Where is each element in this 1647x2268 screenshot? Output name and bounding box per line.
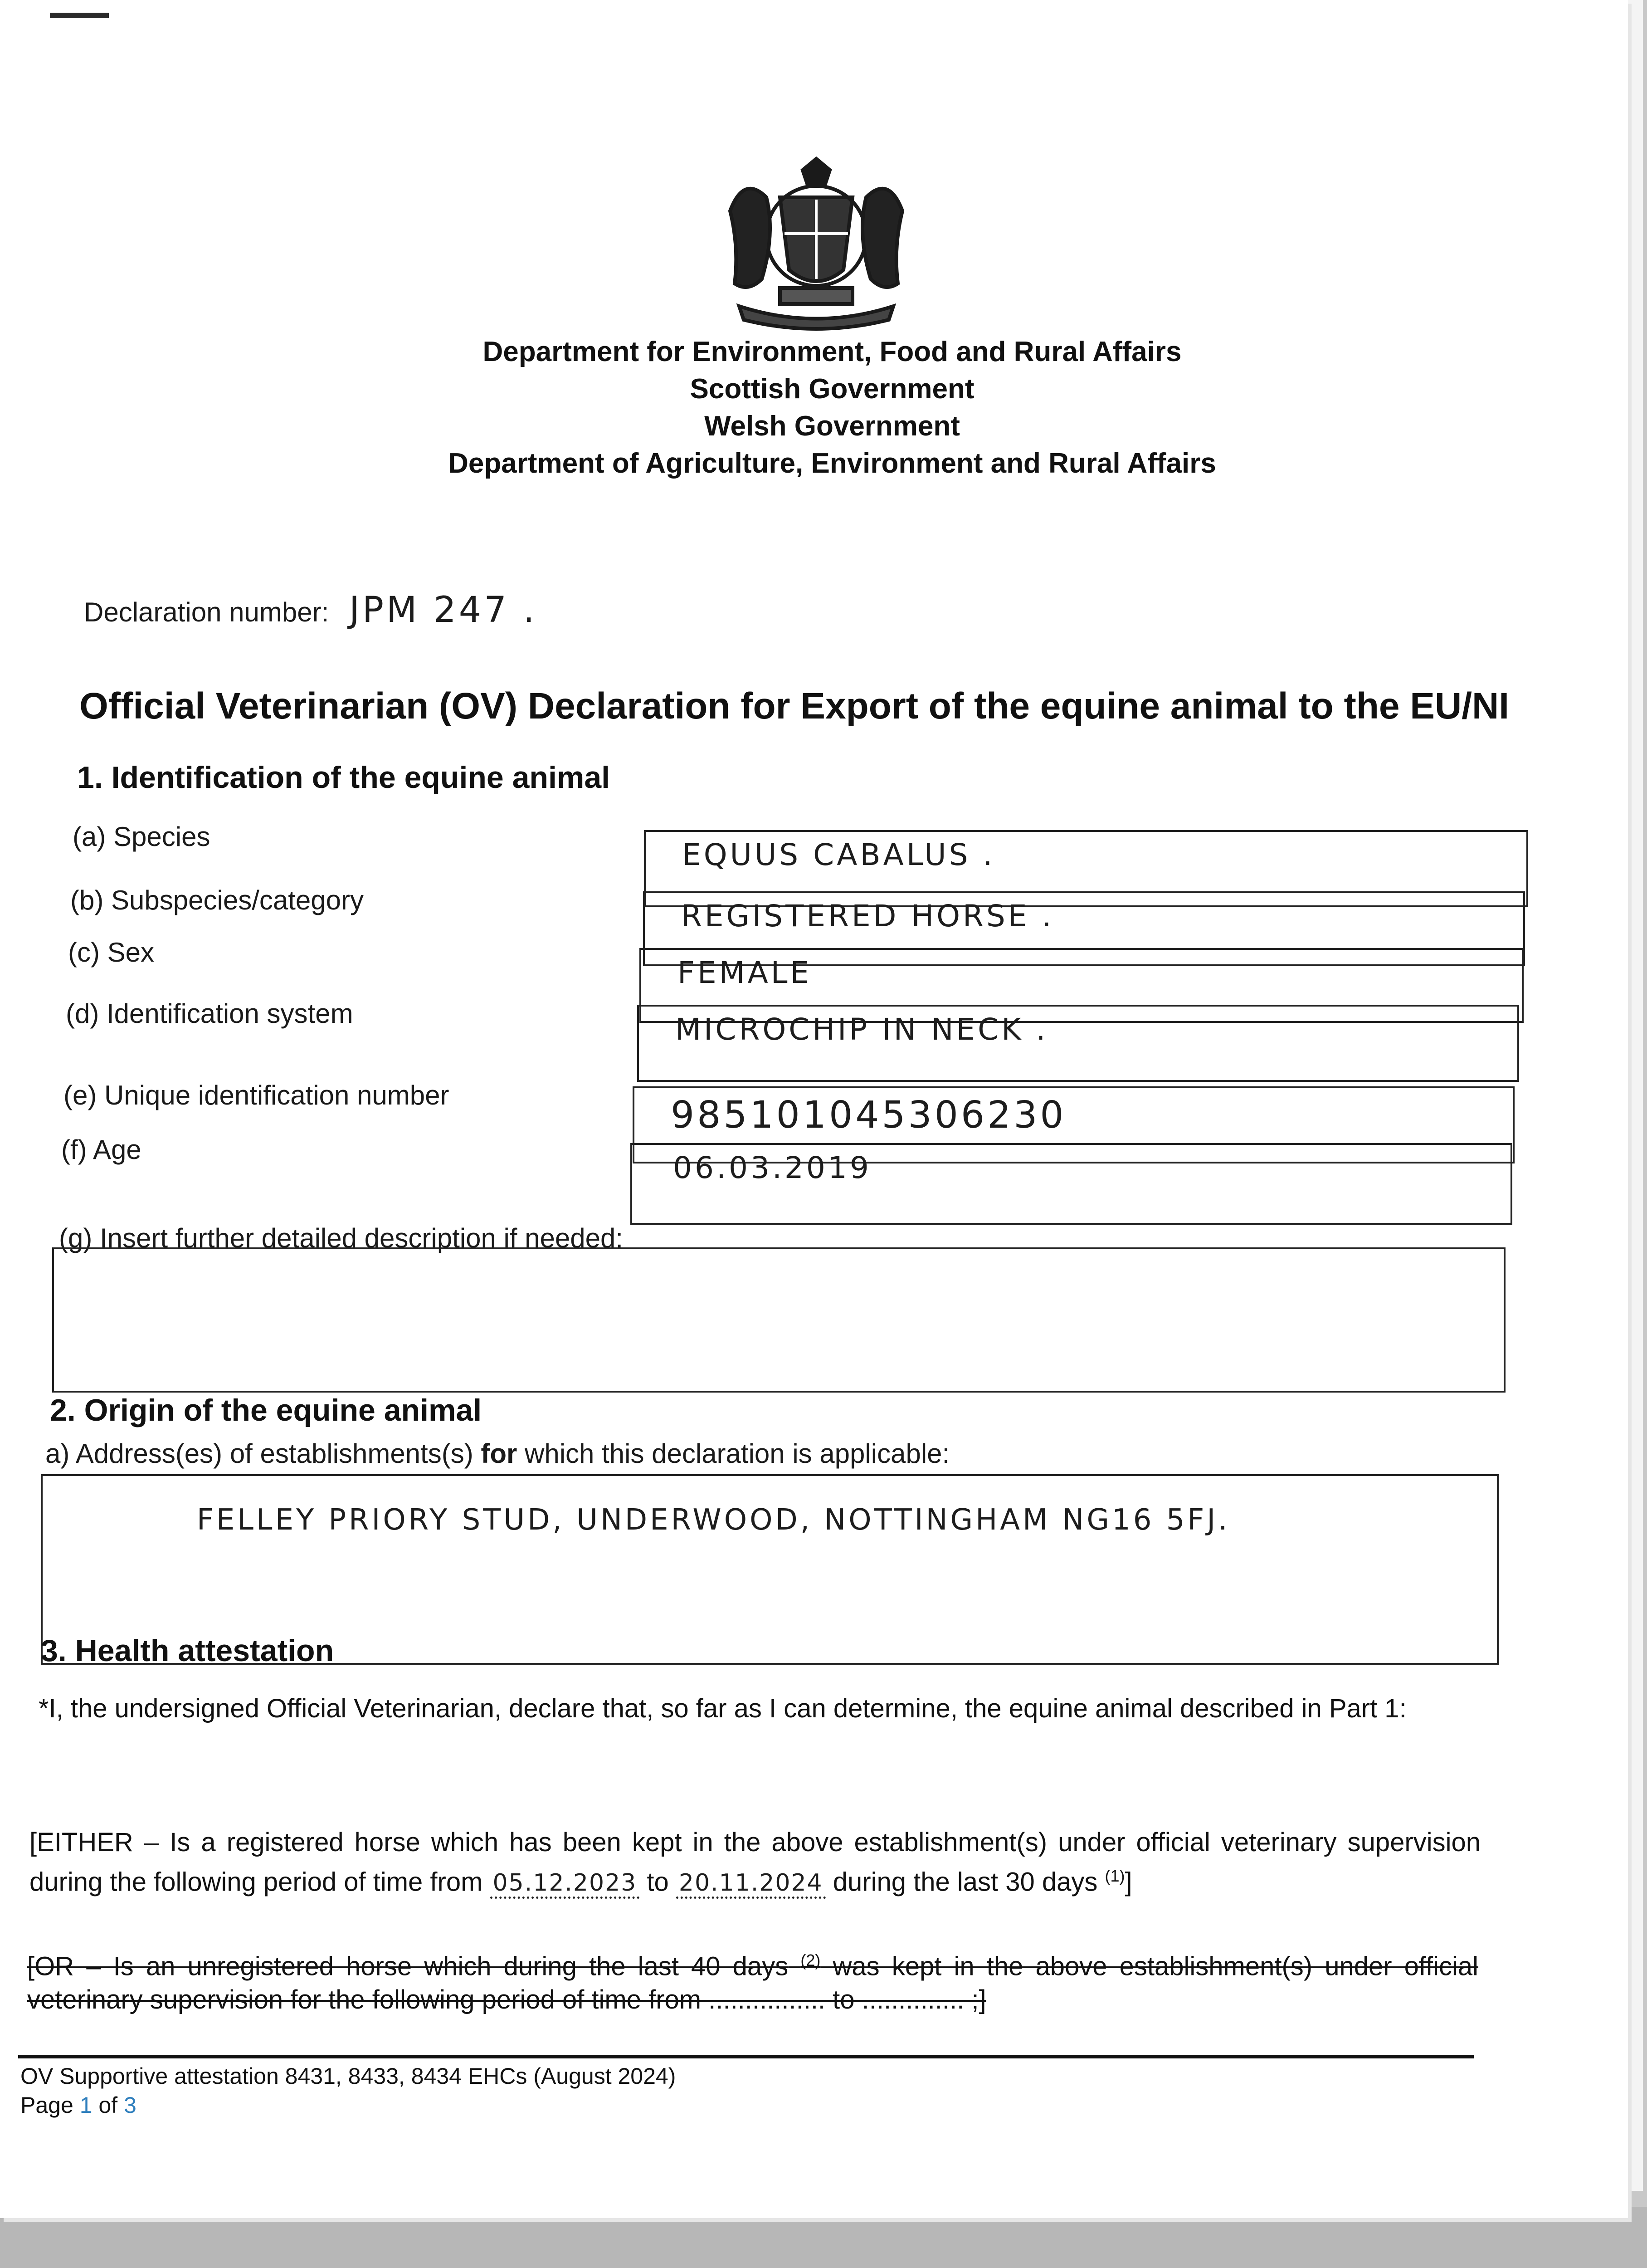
- either-text: [EITHER – Is a registered horse which has been kept in the above establishment(s) under official veterinary supervision during the following period of time from: [29, 1828, 1481, 1897]
- issuing-departments: [317, 333, 1347, 482]
- section-1-heading: 1. Identification of the equine animal: [77, 760, 610, 795]
- document-title: Official Veterinarian (OV) Declaration for Export of the equine animal to the EU/NI: [79, 685, 1509, 727]
- species-label: (a) Species: [73, 821, 210, 852]
- either-footnote-ref: (1): [1105, 1867, 1125, 1885]
- or-text: [OR – Is an unregistered horse which during the last 40 days: [27, 1951, 789, 1981]
- further-description-label: (g) Insert further detailed description if needed:: [59, 1223, 624, 1253]
- section-3-heading: 3. Health attestation: [41, 1633, 334, 1668]
- page-footer: [20, 2062, 676, 2120]
- age-field[interactable]: 06.03.2019: [630, 1143, 1512, 1225]
- royal-crest-icon: [712, 156, 921, 331]
- or-period-text: was kept in the above establishment(s) under official veterinary supervision for the following period of time from ................ to .............. ;]: [27, 1951, 1478, 2015]
- either-statement: [29, 1826, 1481, 1900]
- footer-rule: [18, 2055, 1474, 2058]
- section-2-heading: 2. Origin of the equine animal: [50, 1393, 482, 1427]
- scan-mark: [50, 13, 109, 18]
- species-field[interactable]: EQUUS CABALUS .: [644, 830, 1528, 907]
- address-label-post: which this declaration is applicable:: [517, 1438, 950, 1469]
- footer-attestation: OV Supportive attestation 8431, 8433, 8434 EHCs (August 2024): [20, 2063, 676, 2089]
- subspecies-label: (b) Subspecies/category: [70, 885, 364, 915]
- age-label: (f) Age: [61, 1134, 141, 1165]
- subspecies-field[interactable]: REGISTERED HORSE .: [643, 891, 1525, 966]
- either-to-word: to: [647, 1867, 669, 1897]
- address-label-bold: for: [481, 1438, 517, 1469]
- department-daera: Department of Agriculture, Environment and Rural Affairs: [448, 448, 1216, 479]
- unique-id-label: (e) Unique identification number: [63, 1080, 449, 1110]
- department-defra: Department for Environment, Food and Rural Affairs: [482, 336, 1182, 367]
- declaration-number-label: Declaration number:: [84, 597, 329, 627]
- declaration-number-value: JPM 247 .: [349, 590, 537, 631]
- either-period-text: during the last 30 days: [833, 1867, 1098, 1897]
- sex-field[interactable]: FEMALE: [639, 948, 1524, 1023]
- address-field[interactable]: FELLEY PRIORY STUD, UNDERWOOD, NOTTINGHAM NG16 5FJ.: [41, 1474, 1499, 1665]
- department-wales: Welsh Government: [704, 411, 960, 442]
- identification-system-label: (d) Identification system: [66, 998, 353, 1029]
- identification-system-field[interactable]: MICROCHIP IN NECK .: [637, 1005, 1519, 1082]
- address-label-pre: a) Address(es) of establishments(s): [45, 1438, 481, 1469]
- department-scotland: Scottish Government: [690, 373, 975, 405]
- address-label: [45, 1438, 950, 1469]
- either-from-date[interactable]: 05.12.2023: [490, 1869, 640, 1899]
- either-close: ]: [1125, 1867, 1132, 1897]
- health-intro: *I, the undersigned Official Veterinarian, declare that, so far as I can determine, the equine animal described in Part 1:: [39, 1694, 1407, 1723]
- footer-page-number: [20, 2091, 676, 2120]
- sex-label: (c) Sex: [68, 937, 155, 968]
- total-pages: 3: [124, 2092, 136, 2118]
- of-word: of: [98, 2092, 118, 2118]
- unique-id-field[interactable]: 985101045306230: [633, 1086, 1515, 1163]
- current-page: 1: [79, 2092, 93, 2118]
- or-statement: [27, 1944, 1478, 2017]
- further-description-field[interactable]: [52, 1247, 1506, 1393]
- or-footnote-ref: (2): [800, 1951, 821, 1970]
- either-to-date[interactable]: 20.11.2024: [676, 1869, 826, 1899]
- page-word: Page: [20, 2092, 73, 2118]
